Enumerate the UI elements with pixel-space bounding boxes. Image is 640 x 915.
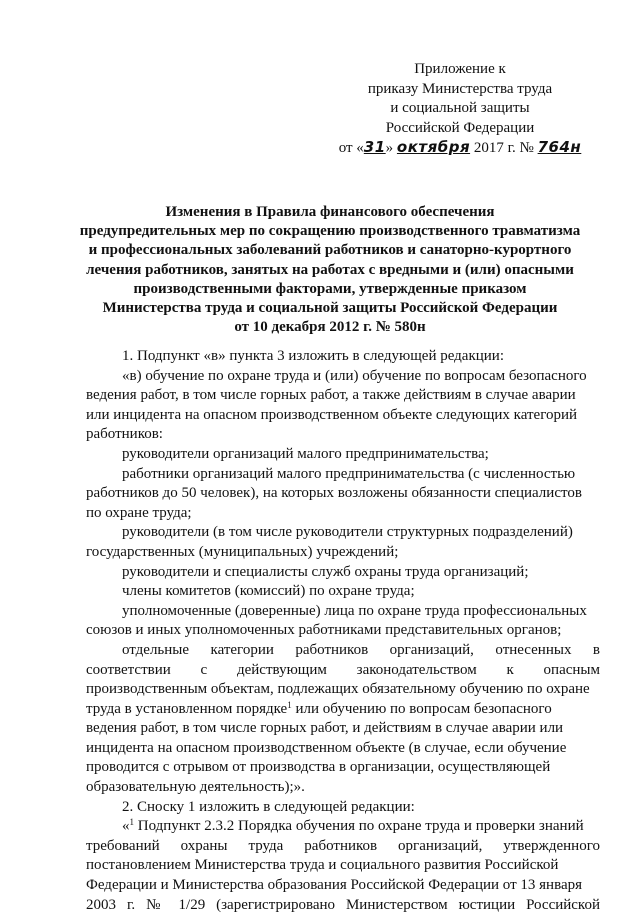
body-line: руководители и специалисты служб охраны труда организаций;	[122, 563, 529, 580]
body-line: ведения работ, в том числе горных работ, а также действиям в случае аварии	[86, 387, 576, 404]
date-year: 2017 г. №	[473, 140, 534, 156]
body-text: Подпункт 2.3.2 Порядка обучения по охране труда и проверки знаний	[134, 818, 584, 835]
body-line: образовательную деятельность);».	[86, 779, 305, 796]
document-title	[70, 203, 590, 337]
body-line: отдельные категории работников организаций, отнесенных в	[122, 641, 600, 658]
body-line: инцидента на опасном производственном объекте (в случае, если обучение	[86, 739, 567, 756]
date-prefix: от «	[338, 140, 364, 156]
handwritten-day: 31	[363, 138, 386, 156]
body-line: 2. Сноску 1 изложить в следующей редакции:	[122, 798, 415, 815]
body-line: или инцидента на опасном производственном объекте следующих категорий	[86, 406, 578, 423]
body-line: руководители (в том числе руководители структурных подразделений)	[122, 524, 573, 541]
body-line: 2003 г. № 1/29 (зарегистрировано Министерством юстиции Российской	[86, 896, 600, 913]
title-line: Изменения в Правила финансового обеспечения	[165, 204, 495, 220]
appendix-line: Приложение к	[414, 61, 506, 77]
body-line: ведения работ, в том числе горных работ, и действиям в случае аварии или	[86, 720, 564, 737]
body-line: Федерации и Министерства образования Российской Федерации от 13 января	[86, 877, 583, 894]
body-text: или обучению по вопросам безопасного	[291, 700, 552, 717]
appendix-header	[300, 60, 620, 159]
body-text: труда в установленном порядке	[86, 700, 288, 717]
date-mid: »	[385, 140, 394, 156]
body-line: союзов и иных уполномоченных работниками представительных органов;	[86, 622, 562, 639]
body-line: 1. Подпункт «в» пункта 3 изложить в следующей редакции:	[122, 348, 505, 364]
body-line: работники организаций малого предпринимательства (с численностью	[122, 465, 576, 482]
body-line: руководители организаций малого предпринимательства;	[122, 445, 489, 462]
body-line	[86, 700, 600, 720]
body-line: производственным объектам, подлежащих обязательному обучению по охране	[86, 681, 590, 698]
body-line: соответствии с действующим законодательством к опасным	[86, 661, 600, 678]
body-line: уполномоченные (доверенные) лица по охране труда профессиональных	[122, 602, 587, 619]
title-line: производственными факторами, утвержденные приказом	[133, 280, 527, 297]
body-line	[86, 817, 600, 837]
body-line: государственных (муниципальных) учреждений;	[86, 543, 399, 560]
title-line: от 10 декабря 2012 г. № 580н	[234, 319, 426, 336]
body-line: требований охраны труда работников организаций, утвержденного	[86, 837, 600, 854]
body-line: работников до 50 человек), на которых возложены обязанности специалистов	[86, 485, 582, 502]
appendix-line: и социальной защиты	[390, 100, 530, 116]
title-line: и профессиональных заболеваний работников и санаторно-курортного	[88, 242, 572, 259]
handwritten-month: октября	[396, 138, 471, 156]
footnote-marker: 1	[129, 817, 134, 828]
body-line: постановлением Министерства труда и социального развития Российской	[86, 857, 559, 874]
body-line: проводится с отрывом от производства в организации, осуществляющей	[86, 759, 551, 776]
title-line: лечения работников, занятых на работах с вредными и (или) опасными	[86, 261, 574, 278]
document-body	[86, 347, 600, 915]
body-text: «	[122, 818, 130, 835]
handwritten-number: 764н	[537, 138, 582, 156]
appendix-line: приказу Министерства труда	[367, 80, 553, 97]
body-line: «в) обучение по охране труда и (или) обучение по вопросам безопасного	[122, 367, 587, 384]
body-line: по охране труда;	[86, 504, 192, 521]
appendix-line: Российской Федерации	[385, 119, 535, 136]
footnote-marker: 1	[287, 699, 292, 710]
body-line: работников:	[86, 426, 163, 443]
title-line: Министерства труда и социальной защиты Российской Федерации	[102, 300, 558, 317]
appendix-date-line	[300, 138, 620, 159]
body-line: члены комитетов (комиссий) по охране труда;	[122, 583, 415, 600]
title-line: предупредительных мер по сокращению производственного травматизма	[79, 223, 581, 240]
